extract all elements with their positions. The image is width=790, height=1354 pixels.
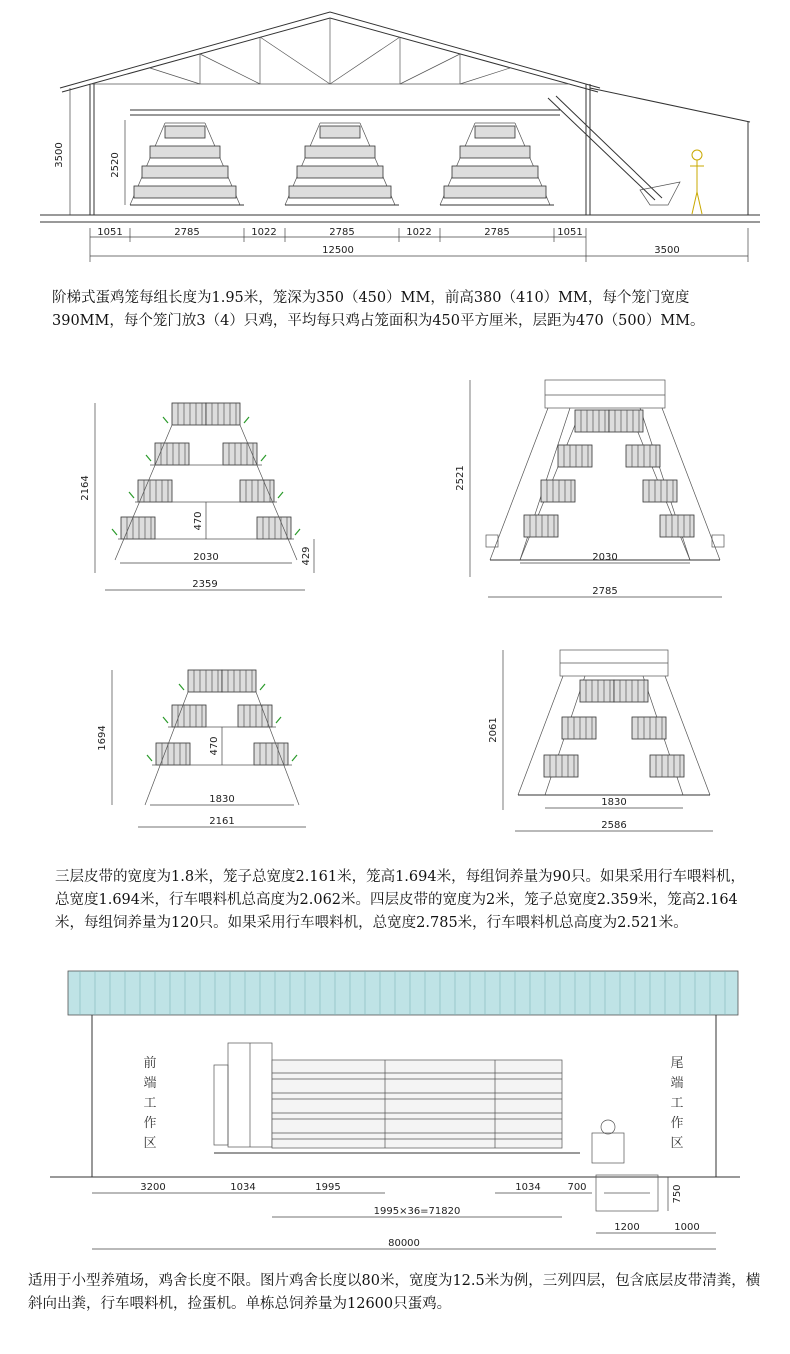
dim-1034-a: 1034 xyxy=(230,1182,256,1193)
dim-1051-right: 1051 xyxy=(557,227,583,238)
dim-a-inner: 2030 xyxy=(193,552,219,563)
dim-1051-left: 1051 xyxy=(97,227,123,238)
dim-2785-b: 2785 xyxy=(329,227,355,238)
svg-text:尾: 尾 xyxy=(670,1056,684,1071)
svg-text:作: 作 xyxy=(143,1116,157,1131)
svg-text:区: 区 xyxy=(670,1136,684,1151)
dim-1200: 1200 xyxy=(614,1222,640,1233)
dim-d-height: 2061 xyxy=(488,717,499,743)
svg-text:端: 端 xyxy=(143,1076,157,1091)
dim-b-inner: 2030 xyxy=(592,552,618,563)
dim-750: 750 xyxy=(672,1184,683,1204)
dim-a-base: 429 xyxy=(301,546,312,566)
dim-formula: 1995×36=71820 xyxy=(373,1206,461,1217)
dim-12500: 12500 xyxy=(322,245,354,256)
dim-700: 700 xyxy=(567,1182,587,1193)
dim-1022-a: 1022 xyxy=(251,227,277,238)
left-zone-label xyxy=(143,1056,156,1151)
variant-c-3tier xyxy=(97,670,306,827)
svg-text:工: 工 xyxy=(143,1096,157,1111)
dim-1995: 1995 xyxy=(315,1182,341,1193)
dim-d-outer: 2586 xyxy=(601,820,627,831)
variant-b-4tier-feeder xyxy=(455,380,724,597)
variant-d-3tier-feeder xyxy=(488,650,713,831)
dim-c-inner: 1830 xyxy=(209,794,235,805)
svg-text:工: 工 xyxy=(670,1096,684,1111)
right-zone-label xyxy=(670,1056,683,1151)
svg-text:区: 区 xyxy=(143,1136,157,1151)
dim-a-outer: 2359 xyxy=(192,579,218,590)
dim-b-height: 2521 xyxy=(455,465,466,491)
dim-1000: 1000 xyxy=(674,1222,700,1233)
paragraph-belt-spec: 三层皮带的宽度为1.8米，笼子总宽度2.161米，笼高1.694米，每组饲养量为90只。如果采用行车喂料机，总宽度1.694米，行车喂料机总高度为2.062米。四层皮带的宽度为2米，笼子总宽度2.359米，笼高2.164米，每组饲养量为120只。如果采用行车喂料机，总宽度2.785米，行车喂料机总高度为2.521米。 xyxy=(55,869,746,931)
dim-1034-b: 1034 xyxy=(515,1182,541,1193)
house-length-diagram xyxy=(0,965,790,1265)
cage-variants-diagram xyxy=(0,365,790,865)
dim-house-height: 3500 xyxy=(54,142,65,168)
dim-80000: 80000 xyxy=(388,1238,420,1249)
variant-a-4tier xyxy=(80,403,314,590)
dim-3500-shed: 3500 xyxy=(654,245,680,256)
dim-c-height: 1694 xyxy=(97,725,108,751)
dim-2785-c: 2785 xyxy=(484,227,510,238)
dim-c-outer: 2161 xyxy=(209,816,235,827)
dim-b-outer: 2785 xyxy=(592,586,618,597)
paragraph-cage-spec: 阶梯式蛋鸡笼每组长度为1.95米，笼深为350（450）MM，前高380（410）MM，每个笼门宽度390MM，每个笼门放3（4）只鸡，平均每只鸡占笼面积为450平方厘米，层距为470（500）MM。 xyxy=(52,290,705,329)
dim-1022-b: 1022 xyxy=(406,227,432,238)
dim-d-inner: 1830 xyxy=(601,797,627,808)
house-section-diagram xyxy=(0,0,790,270)
svg-text:前: 前 xyxy=(143,1056,157,1071)
dim-c-spacing: 470 xyxy=(209,736,220,756)
svg-text:端: 端 xyxy=(670,1076,684,1091)
paragraph-farm-summary: 适用于小型养殖场，鸡舍长度不限。图片鸡舍长度以80米，宽度为12.5米为例，三列四层，包含底层皮带清粪，横斜向出粪，行车喂料机，捡蛋机。单栋总饲养量为12600只蛋鸡。 xyxy=(28,1273,761,1312)
svg-text:作: 作 xyxy=(670,1116,684,1131)
dim-a-spacing: 470 xyxy=(193,511,204,531)
dim-3200: 3200 xyxy=(140,1182,166,1193)
dim-cage-height: 2520 xyxy=(110,152,121,178)
dim-a-height: 2164 xyxy=(80,475,91,501)
dim-2785-a: 2785 xyxy=(174,227,200,238)
